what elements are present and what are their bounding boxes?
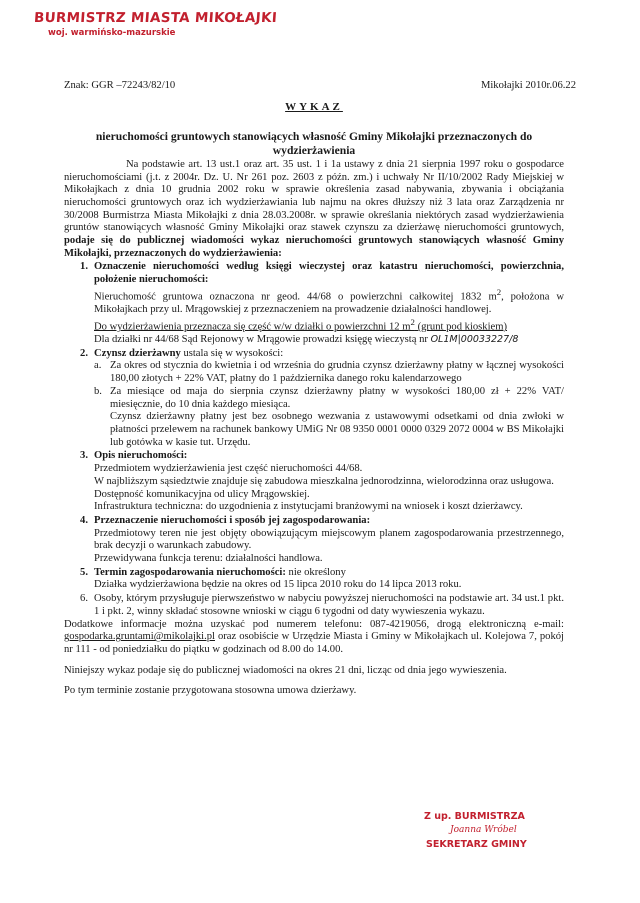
signature-stamp: Z up. BURMISTRZA Joanna Wróbel SEKRETARZ GMINY — [424, 811, 527, 850]
section-6: 6. Osoby, którym przysługuje pierwszeństwo w nabyciu powyższej nieruchomości na podstawie art. 34 ust.1 pkt. 1 i pkt. 2, winny składać stosowne wnioski w ciągu 6 tygodni od daty wywieszenia wykazu. — [64, 593, 564, 618]
publication-notice: Niniejszy wykaz podaje się do publicznej wiadomości na okres 21 dni, licząc od dnia jego wywieszenia. — [64, 664, 507, 676]
intro-text: Na podstawie art. 13 ust.1 oraz art. 35 ust. 1 i 1a ustawy z dnia 21 sierpnia 1997 roku o gospodarce nieruchomościami (j.t. z 2004r. Dz. U. Nr 261 poz. 2603 z późn. zm.) i uchwały Nr II/10/2002 Rady Miejskiej w Mikołajkach z dnia 10 grudnia 2002 roku w sprawie określenia zasad nabywania, zbywania i obciążania nieruchomości gruntowych oraz ich wydzierżawiania lub najmu na okres dłuższy niż 3 lata oraz Zarządzenia nr 30/2008 Burmistrza Miasta Mikołajki z dnia 28.03.2008r. w sprawie określania niektórych zasad wydzierżawienia gruntów stanowiących własność Gminy Mikołajki oraz stawek czynszu za dzierżawę nieruchomości gruntowych, — [64, 158, 564, 234]
section-heading: Opis nieruchomości: — [94, 450, 188, 462]
document-meta — [64, 80, 576, 93]
section-number: 1. — [80, 261, 88, 273]
property-description: Nieruchomość gruntowa oznaczona nr geod. 44/68 o powierzchni całkowitej 1832 $m^2$, położona w Mikołajkach przy ul. Mrągowskiej z przeznaczeniem na prowadzenie działalności handlowej. — [94, 286, 564, 316]
signatory-name: Joanna Wróbel — [450, 825, 517, 836]
section-heading: Przeznaczenie nieruchomości i sposób jej zagospodarowania: — [94, 514, 371, 526]
intro-bold-text: podaje się do publicznej wiadomości wykaz nieruchomości gruntowych stanowiących własność Gminy Mikołajki, przeznaczonych do wydzierżawienia: — [64, 235, 564, 259]
stamp-line-2: woj. warmińsko-mazurskie — [48, 28, 176, 39]
reference-number: Znak: GGR –72243/82/10 — [64, 80, 176, 91]
document-subject: nieruchomości gruntowych stanowiących własność Gminy Mikołajki przeznaczonych do wydzierżawienia — [95, 129, 533, 158]
contact-paragraph: Dodatkowe informacje można uzyskać pod numerem telefonu: 087-4219056, drogą elektroniczną e-mail: gospodarka.gruntami@mikolajki.pl oraz osobiście w Urzędzie Miasta i Gminy w Mikołajkach ul. Kolejowa 7, pokój nr 111 - od poniedziałku do piątku w godzinach od 8.00 do 14.00. — [64, 618, 564, 655]
section-3: 3. Opis nieruchomości: Przedmiotem wydzierżawienia jest część nieruchomości 44/68. W najbliższym sąsiedztwie znajduje się zabudowa mieszkalna jednorodzinna, wielorodzinna oraz usługowa. Dostępność komunikacyjna od ulicy Mrągowskiej. Infrastruktura techniczna: do uzgodnienia z instytucjami branżowymi na wniosek i koszt dzierżawcy. — [64, 450, 564, 514]
section-number: 3. — [80, 450, 88, 462]
section-number: 2. — [80, 347, 88, 359]
document-title: WYKAZ — [285, 100, 343, 113]
section-2: 2. Czynsz dzierżawny ustala się w wysokości: a. Za okres od stycznia do kwietnia i od września do grudnia czynsz dzierżawny płatny w łącznej wysokości 180,00 złotych + 22% VAT, płatny do 1 października danego roku kalendarzowego b. Za miesiące od maja do sierpnia czynsz dzierżawny płatny w wysokości 180,00 zł + 22% VAT/ miesięcznie, do 10 dnia każdego miesiąca. Czynsz dzierżawny płatny jest bez osobnego wezwania z ustawowymi odsetkami od dnia zwłoki w płatności przelewem na rachunek bankowy UMiG Nr 08 9350 0001 0000 0329 2072 0004 w BS Mikołajki lub gotówka w kasie tut. Urzędu. — [64, 348, 564, 450]
handwritten-register-number: OL1M|00033227/8 — [430, 334, 519, 346]
rent-item-a: a. Za okres od stycznia do kwietnia i od września do grudnia czynsz dzierżawny płatny w łącznej wysokości 180,00 złotych + 22% VAT, płatny do 1 października danego roku kalendarzowego — [94, 360, 564, 385]
section-number: 6. — [80, 593, 88, 605]
section-heading: Oznaczenie nieruchomości według księgi wieczystej oraz katastru nieruchomości, powierzchnia, położenie nieruchomości: — [94, 261, 564, 286]
lease-area-note: Do wydzierżawienia przeznacza się część w/w działki o powierzchni 12 $m^2$ (grunt pod kioskiem) — [94, 316, 508, 333]
section-number: 5. — [80, 566, 88, 578]
document-body — [64, 80, 576, 698]
section-heading: Czynsz dzierżawny — [94, 347, 181, 359]
intro-paragraph — [64, 159, 564, 261]
agreement-notice: Po tym terminie zostanie przygotowana stosowna umowa dzierżawy. — [64, 685, 357, 697]
section-5: 5. Termin zagospodarowania nieruchomości: nie określony Działka wydzierżawiona będzie na okres od 15 lipca 2010 roku do 14 lipca 2013 roku. — [64, 567, 564, 592]
payment-terms: Czynsz dzierżawny płatny jest bez osobnego wezwania z ustawowymi odsetkami od dnia zwłoki w płatności przelewem na rachunek bankowy UMiG Nr 08 9350 0001 0000 0329 2072 0004 w BS Mikołajki lub gotówka w kasie tut. Urzędu. — [110, 411, 564, 448]
contact-email-link[interactable]: gospodarka.gruntami@mikolajki.pl — [64, 631, 215, 643]
stamp-line-1: BURMISTRZ MIASTA MIKOŁAJKI — [33, 10, 278, 26]
document-date: Mikołajki 2010r.06.22 — [480, 80, 576, 91]
rent-item-b: b. Za miesiące od maja do sierpnia czynsz dzierżawny płatny w wysokości 180,00 zł + 22% VAT/ miesięcznie, do 10 dnia każdego miesiąca. — [94, 385, 564, 410]
section-heading: Termin zagospodarowania nieruchomości: — [94, 566, 286, 578]
office-stamp — [34, 10, 277, 38]
section-number: 4. — [80, 514, 88, 526]
section-4: 4. Przeznaczenie nieruchomości i sposób jej zagospodarowania: Przedmiotowy teren nie jest objęty obowiązującym miejscowym planem zagospodarowania przestrzennego, brak decyzji o warunkach zabudowy. Przewidywana funkcja terenu: działalności handlowa. — [64, 515, 564, 566]
section-1 — [64, 261, 564, 346]
land-register-note: Dla działki nr 44/68 Sąd Rejonowy w Mrągowie prowadzi księgę wieczystą nr OL1M|00033227/8 — [94, 334, 519, 346]
